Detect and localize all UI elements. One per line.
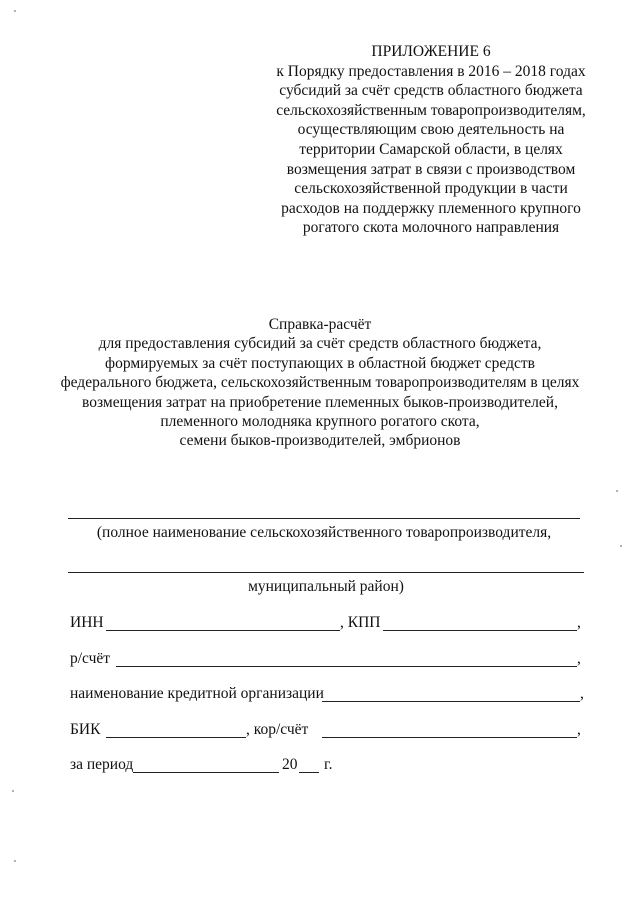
scan-speck: [12, 790, 14, 792]
inn-input-line[interactable]: [106, 614, 340, 631]
appendix-line: сельскохозяйственным товаропроизводителям,: [276, 101, 586, 119]
year-suffix: г.: [324, 756, 333, 773]
heading-line: племенного молодняка крупного рогатого скота,: [160, 413, 480, 431]
period-label: за период: [70, 756, 134, 773]
bik-label: БИК: [70, 721, 101, 738]
scan-speck: [14, 10, 16, 12]
appendix-line: сельскохозяйственной продукции в части: [294, 180, 568, 198]
heading-line: формируемых за счёт поступающих в областной бюджет средств: [105, 354, 535, 372]
appendix-title: ПРИЛОЖЕНИЕ 6: [371, 43, 491, 60]
producer-name-line[interactable]: [68, 518, 580, 519]
appendix-line: субсидий за счёт средств областного бюджета: [279, 82, 583, 100]
appendix-line: территории Самарской области, в целях: [299, 140, 563, 158]
comma: ,: [577, 721, 581, 738]
scan-speck: [14, 860, 16, 862]
period-input-line[interactable]: [133, 756, 279, 773]
appendix-line: расходов на поддержку племенного крупного: [281, 199, 581, 217]
year-prefix: 20: [282, 756, 298, 773]
inn-label: ИНН: [70, 614, 104, 631]
bik-corr-row: [70, 721, 590, 743]
bank-row: [70, 685, 592, 707]
document-heading: [40, 315, 600, 451]
scan-speck: [620, 545, 622, 547]
producer-caption-1: (полное наименование сельскохозяйственного товаропроизводителя,: [96, 524, 552, 541]
document-title: Справка-расчёт: [268, 316, 372, 333]
appendix-line: осуществляющим свою деятельность на: [297, 121, 565, 139]
bank-input-line[interactable]: [322, 685, 580, 702]
inn-kpp-row: [70, 614, 590, 636]
account-input-line[interactable]: [116, 650, 577, 667]
heading-line: для предоставления субсидий за счёт средств областного бюджета,: [98, 335, 542, 353]
period-row: [70, 756, 370, 778]
appendix-line: рогатого скота молочного направления: [302, 219, 560, 237]
scan-speck: [616, 490, 618, 492]
bank-label: наименование кредитной организации: [70, 685, 324, 702]
appendix-block: [268, 42, 594, 238]
heading-line: возмещения затрат на приобретение племенных быков-производителей,: [82, 393, 558, 411]
year-input-line[interactable]: [299, 756, 319, 773]
heading-line: федерального бюджета, сельскохозяйственным товаропроизводителям в целях: [60, 374, 580, 392]
account-row: [70, 650, 590, 672]
corr-account-label: , кор/счёт: [246, 721, 309, 738]
comma: ,: [577, 614, 581, 631]
kpp-input-line[interactable]: [383, 614, 577, 631]
heading-line: семени быков-производителей, эмбрионов: [179, 432, 461, 450]
district-line[interactable]: [68, 572, 584, 573]
comma: ,: [580, 685, 584, 702]
appendix-line: к Порядку предоставления в 2016 – 2018 годах: [276, 62, 586, 80]
corr-account-input-line[interactable]: [322, 721, 577, 738]
appendix-line: возмещения затрат в связи с производством: [286, 160, 576, 178]
kpp-label: , КПП: [340, 614, 381, 631]
account-label: р/счёт: [70, 650, 111, 667]
producer-caption-2: муниципальный район): [248, 578, 404, 595]
bik-input-line[interactable]: [106, 721, 246, 738]
comma: ,: [577, 650, 581, 667]
